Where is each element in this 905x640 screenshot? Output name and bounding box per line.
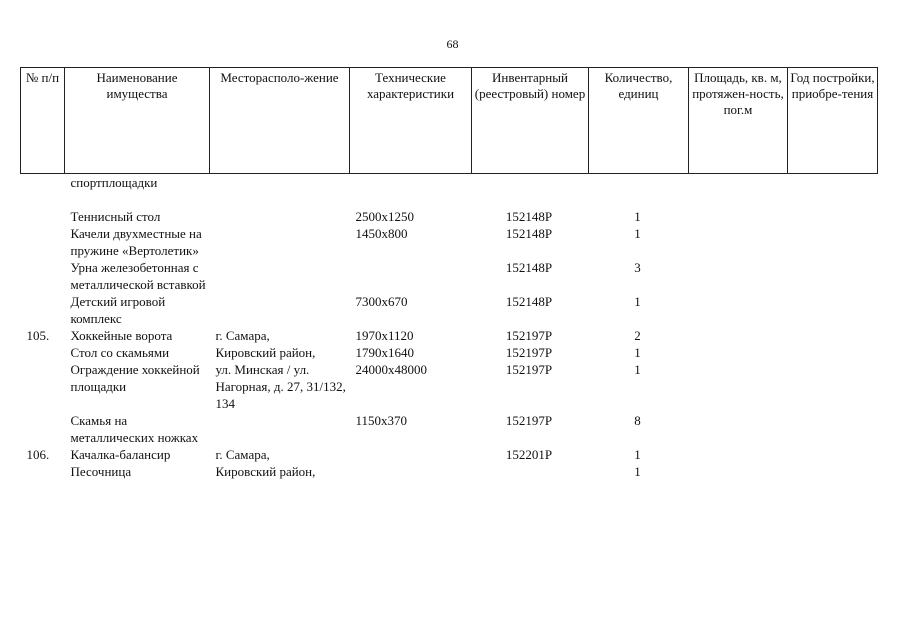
- item-name: спортплощадки: [70, 175, 158, 190]
- item-inventory: 152148Р: [505, 226, 553, 241]
- item-year: [788, 344, 878, 361]
- item-area: [689, 361, 788, 412]
- item-tech: 2500x1250: [355, 209, 414, 224]
- item-tech: 24000x48000: [355, 362, 427, 377]
- item-year: [788, 412, 878, 446]
- row-number: [21, 208, 65, 225]
- item-year: [788, 174, 878, 192]
- item-tech: 1970x1120: [355, 328, 414, 343]
- item-quantity: [589, 174, 689, 192]
- item-location: Кировский район,: [215, 345, 316, 360]
- item-year: [788, 327, 878, 344]
- header-name: Наименование имущества: [65, 68, 210, 174]
- item-location: [210, 293, 350, 327]
- item-inventory: 152201Р: [505, 447, 553, 462]
- item-quantity: 8: [634, 413, 641, 428]
- item-quantity: 1: [634, 226, 641, 241]
- item-inventory: 152197Р: [505, 362, 553, 377]
- item-inventory: 152197Р: [505, 345, 553, 360]
- item-quantity: 1: [634, 447, 641, 462]
- table-row: [21, 446, 878, 463]
- item-location: [210, 174, 350, 192]
- item-location: г. Самара,: [215, 328, 270, 343]
- table-row: [21, 327, 878, 344]
- item-inventory: [472, 174, 589, 192]
- item-tech: 7300x670: [355, 294, 408, 309]
- row-number: [21, 225, 65, 259]
- row-number: [21, 259, 65, 293]
- item-area: [689, 225, 788, 259]
- item-location: [210, 412, 350, 446]
- item-tech: [350, 259, 472, 293]
- header-tech: Технические характеристики: [350, 68, 472, 174]
- item-name: Скамья на металлических ножках: [70, 413, 199, 445]
- item-area: [689, 208, 788, 225]
- item-tech: [350, 174, 472, 192]
- item-year: [788, 293, 878, 327]
- item-year: [788, 446, 878, 463]
- item-name: Качели двухместные на пружине «Вертолетик»: [70, 226, 202, 258]
- page-number: 68: [446, 37, 459, 51]
- row-number: 105.: [26, 328, 50, 343]
- table-row: [21, 293, 878, 327]
- item-quantity: 1: [634, 294, 641, 309]
- header-year: Год постройки, приобре-тения: [788, 68, 878, 174]
- item-quantity: 1: [634, 209, 641, 224]
- item-location: Кировский район,: [215, 464, 316, 479]
- row-number: [21, 463, 65, 480]
- table-row: [21, 225, 878, 259]
- item-year: [788, 463, 878, 480]
- item-tech: [350, 446, 472, 463]
- header-no: № п/п: [21, 68, 65, 174]
- item-area: [689, 412, 788, 446]
- item-area: [689, 259, 788, 293]
- item-inventory: [472, 463, 589, 480]
- item-quantity: 2: [634, 328, 641, 343]
- item-area: [689, 174, 788, 192]
- item-area: [689, 327, 788, 344]
- header-row: [21, 68, 878, 174]
- item-location: ул. Минская / ул. Нагорная, д. 27, 31/132, 134: [215, 362, 346, 411]
- row-number: 106.: [26, 447, 50, 462]
- item-area: [689, 446, 788, 463]
- item-name: Теннисный стол: [70, 209, 161, 224]
- item-location: [210, 225, 350, 259]
- item-year: [788, 208, 878, 225]
- row-number: [21, 174, 65, 192]
- item-name: Хоккейные ворота: [70, 328, 173, 343]
- item-location: г. Самара,: [215, 447, 270, 462]
- item-year: [788, 225, 878, 259]
- item-quantity: 3: [634, 260, 641, 275]
- table-row: [21, 344, 878, 361]
- header-inventory: Инвентарный (реестровый) номер: [472, 68, 589, 174]
- row-number: [21, 293, 65, 327]
- row-number: [21, 361, 65, 412]
- spacer-row: [21, 191, 878, 208]
- row-number: [21, 344, 65, 361]
- item-year: [788, 361, 878, 412]
- item-tech: 1150x370: [355, 413, 408, 428]
- table-row: [21, 463, 878, 480]
- item-quantity: 1: [634, 362, 641, 377]
- item-location: [210, 208, 350, 225]
- header-location: Месторасполо-жение: [210, 68, 350, 174]
- item-area: [689, 293, 788, 327]
- item-tech: 1790x1640: [355, 345, 414, 360]
- item-inventory: 152148Р: [505, 294, 553, 309]
- item-area: [689, 344, 788, 361]
- item-name: Качалка-балансир: [70, 447, 171, 462]
- item-tech: 1450x800: [355, 226, 408, 241]
- item-inventory: 152148Р: [505, 209, 553, 224]
- item-tech: [350, 463, 472, 480]
- item-name: Песочница: [70, 464, 132, 479]
- header-area: Площадь, кв. м, протяжен-ность, пог.м: [689, 68, 788, 174]
- item-quantity: 1: [634, 464, 641, 479]
- item-quantity: 1: [634, 345, 641, 360]
- item-location: [210, 259, 350, 293]
- item-inventory: 152197Р: [505, 413, 553, 428]
- property-table: [20, 67, 878, 480]
- item-inventory: 152148Р: [505, 260, 553, 275]
- table-row: [21, 259, 878, 293]
- table-row: [21, 208, 878, 225]
- table-row: [21, 174, 878, 192]
- item-inventory: 152197Р: [505, 328, 553, 343]
- item-name: Ограждение хоккейной площадки: [70, 362, 200, 394]
- item-name: Детский игровой комплекс: [70, 294, 166, 326]
- table-row: [21, 412, 878, 446]
- table-row: [21, 361, 878, 412]
- item-year: [788, 259, 878, 293]
- row-number: [21, 412, 65, 446]
- item-name: Стол со скамьями: [70, 345, 170, 360]
- item-name: Урна железобетонная с металлической вставкой: [70, 260, 206, 292]
- item-area: [689, 463, 788, 480]
- header-quantity: Количество, единиц: [589, 68, 689, 174]
